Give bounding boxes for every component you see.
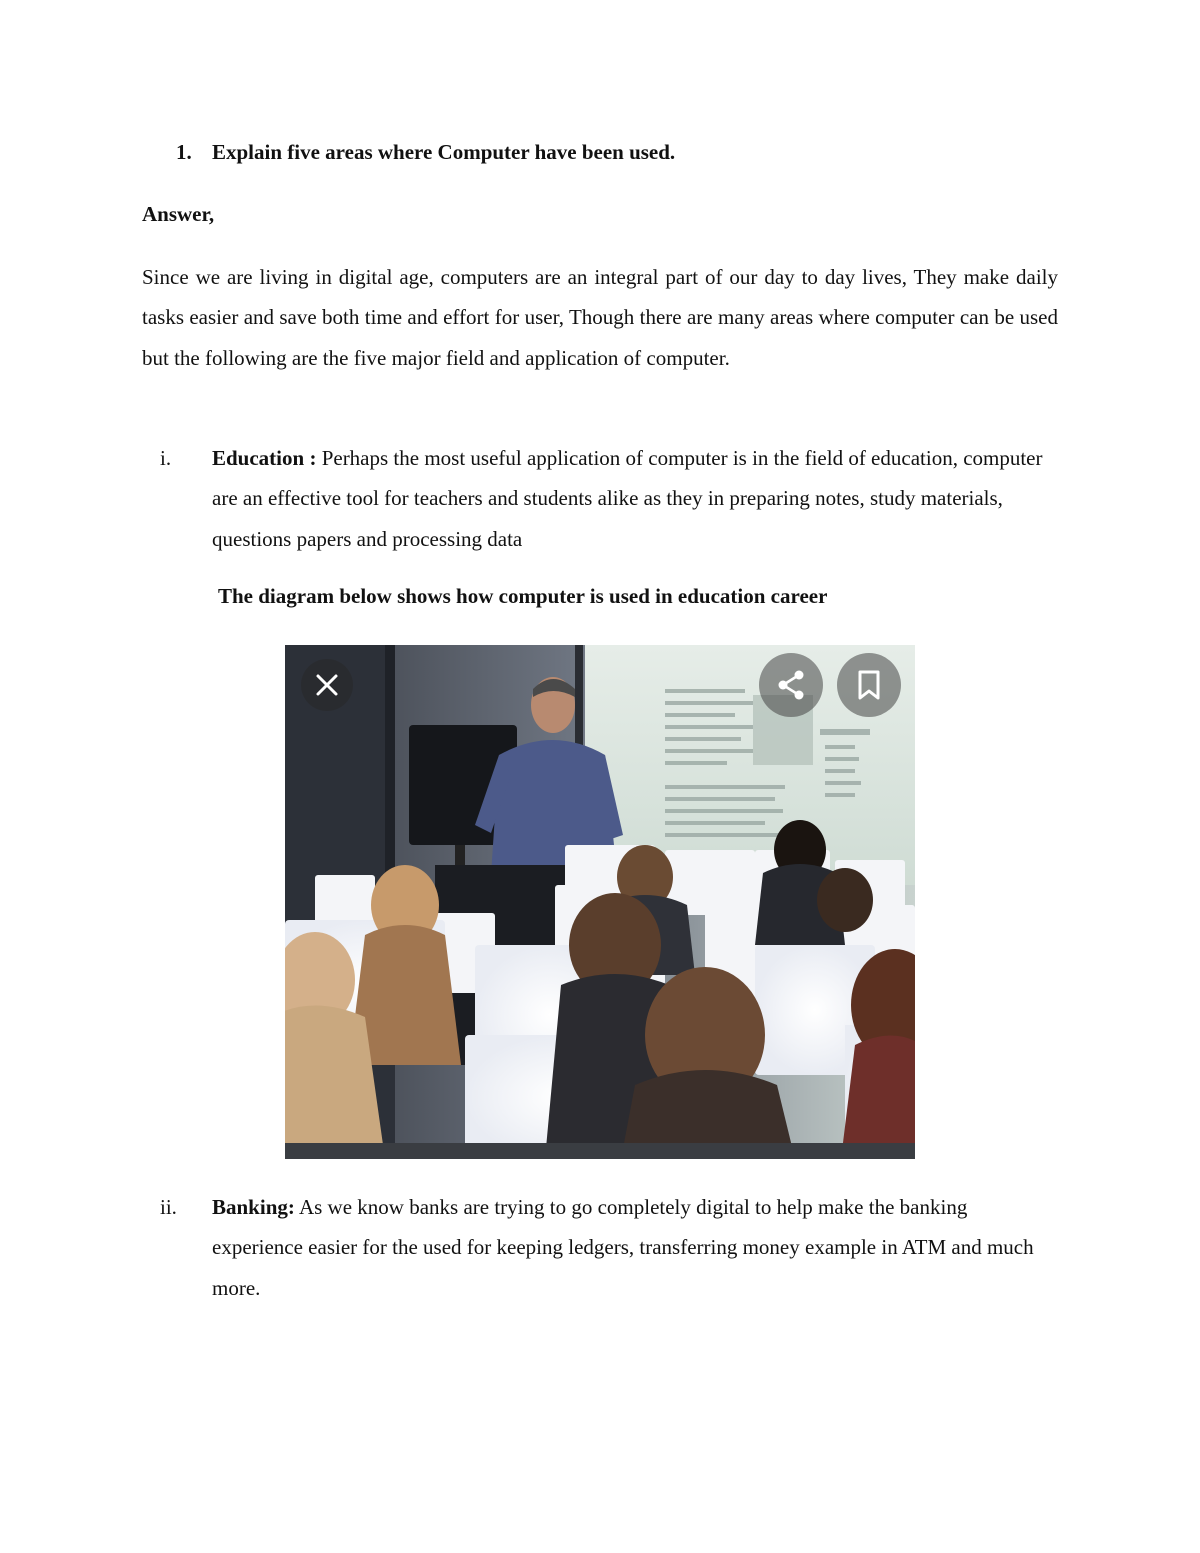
bookmark-icon xyxy=(856,670,882,700)
question-number: 1. xyxy=(176,140,192,164)
question-heading xyxy=(176,140,675,165)
diagram-caption: The diagram below shows how computer is used in education career xyxy=(218,584,828,608)
list-item-banking xyxy=(160,1187,1060,1308)
question-text: Explain five areas where Computer have been used. xyxy=(212,140,676,164)
share-icon xyxy=(775,669,807,701)
list-marker: i. xyxy=(160,446,172,470)
bookmark-button[interactable] xyxy=(837,653,901,717)
item-heading: Education : xyxy=(212,446,317,470)
share-button[interactable] xyxy=(759,653,823,717)
classroom-photo xyxy=(285,645,915,1159)
list-marker: ii. xyxy=(160,1195,177,1219)
classroom-illustration xyxy=(285,645,915,1159)
close-button[interactable] xyxy=(301,659,353,711)
close-icon xyxy=(315,673,339,697)
item-text: As we know banks are trying to go completely digital to help make the banking experience easier for the used for keeping ledgers, transferring money example in ATM and much more. xyxy=(212,1195,1034,1300)
list-item-education xyxy=(160,438,1060,559)
item-heading: Banking: xyxy=(212,1195,295,1219)
item-text: Perhaps the most useful application of computer is in the field of education, computer are an effective tool for teachers and students alike as they in preparing notes, study materials, questions papers and processing data xyxy=(212,446,1043,551)
answer-label: Answer, xyxy=(142,202,215,226)
intro-paragraph: Since we are living in digital age, computers are an integral part of our day to day lives, They make daily tasks easier and save both time and effort for user, Though there are many areas where computer can be used but the following are the five major field and application of computer. xyxy=(142,265,1058,370)
